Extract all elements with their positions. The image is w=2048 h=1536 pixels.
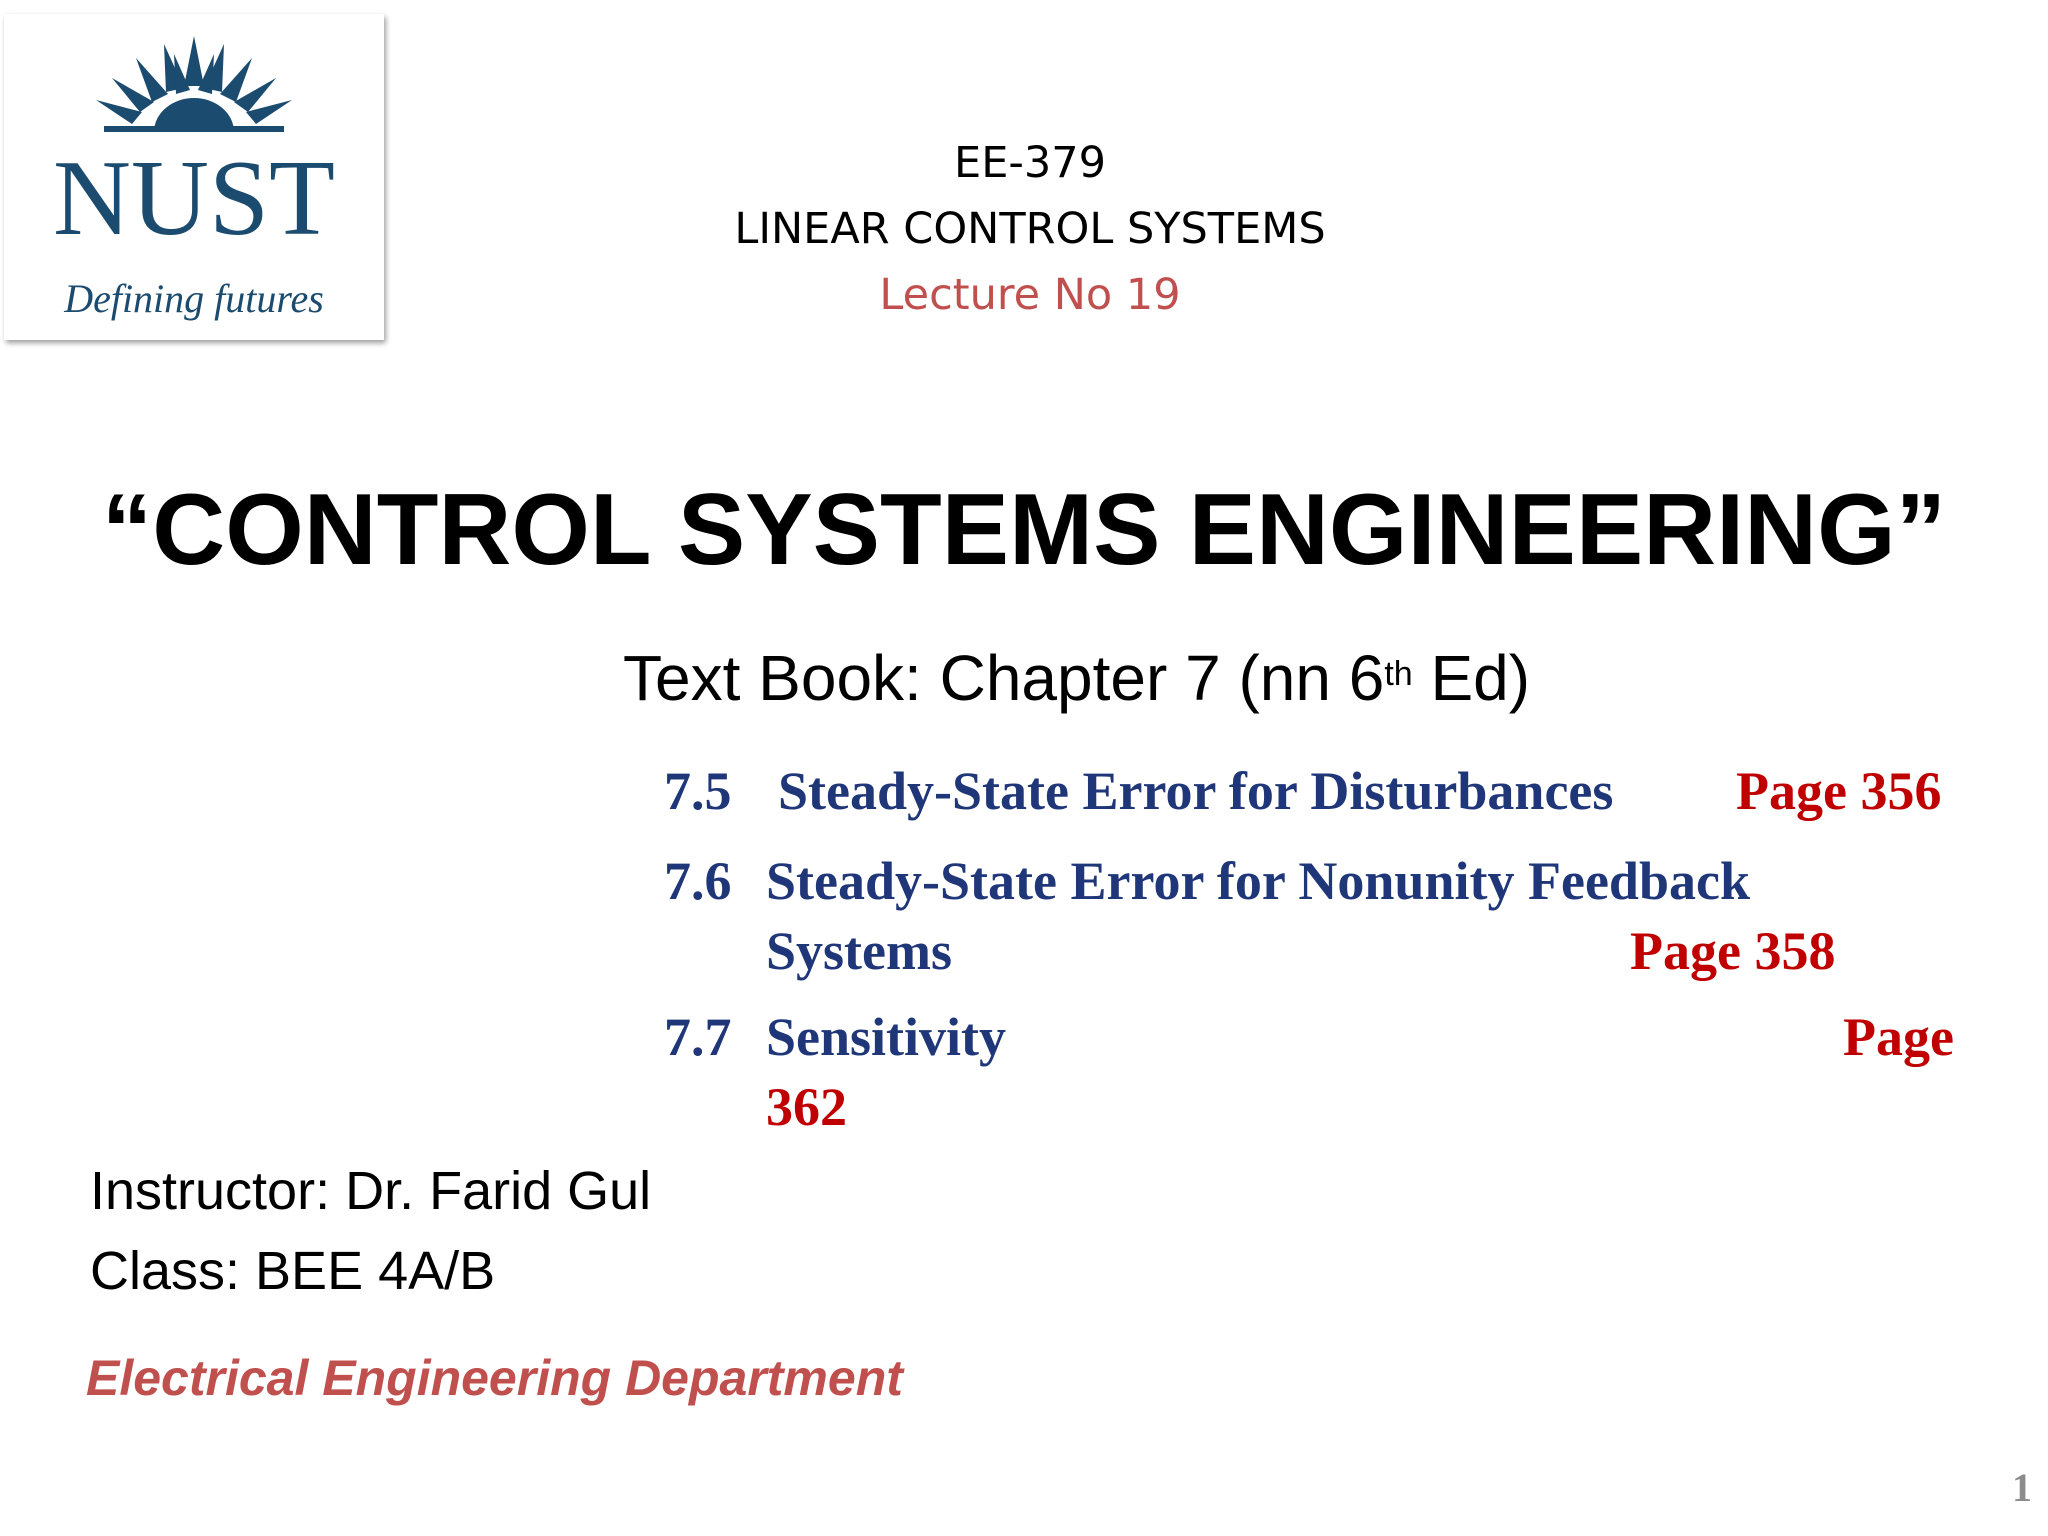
course-code: EE-379 bbox=[954, 138, 1106, 188]
section-number: 7.7 bbox=[664, 1007, 732, 1067]
nust-emblem-icon bbox=[4, 14, 384, 340]
class-name: Class: BEE 4A/B bbox=[90, 1241, 496, 1301]
section-page: Page 358 bbox=[1630, 921, 1836, 981]
section-number: 7.5 bbox=[664, 761, 732, 821]
course-name: LINEAR CONTROL SYSTEMS bbox=[734, 204, 1326, 254]
section-title: Steady-State Error for Nonunity Feedback bbox=[766, 851, 1750, 911]
nust-logo bbox=[4, 14, 384, 340]
section-number: 7.6 bbox=[664, 851, 732, 911]
textbook-prefix: Text Book: Chapter 7 (nn 6 bbox=[623, 642, 1385, 714]
textbook-reference bbox=[623, 638, 1530, 718]
logo-tagline: Defining futures bbox=[64, 276, 324, 321]
section-page-number: 362 bbox=[766, 1077, 847, 1137]
logo-wordmark: NUST bbox=[52, 139, 336, 258]
textbook-superscript: th bbox=[1384, 655, 1413, 693]
lecture-number: Lecture No 19 bbox=[879, 270, 1181, 320]
textbook-suffix: Ed) bbox=[1412, 642, 1531, 714]
instructor-name: Instructor: Dr. Farid Gul bbox=[90, 1161, 652, 1221]
section-page-word: Page bbox=[1843, 1007, 1954, 1067]
section-title-continued: Systems bbox=[766, 921, 952, 981]
section-title: Sensitivity bbox=[766, 1007, 1007, 1067]
section-page: Page 356 bbox=[1736, 761, 1942, 821]
course-header bbox=[690, 130, 1370, 328]
slide-title: “CONTROL SYSTEMS ENGINEERING” bbox=[101, 474, 1947, 586]
department-name: Electrical Engineering Department bbox=[86, 1350, 903, 1406]
slide-number: 1 bbox=[2012, 1465, 2032, 1510]
section-title: Steady-State Error for Disturbances bbox=[778, 761, 1614, 821]
